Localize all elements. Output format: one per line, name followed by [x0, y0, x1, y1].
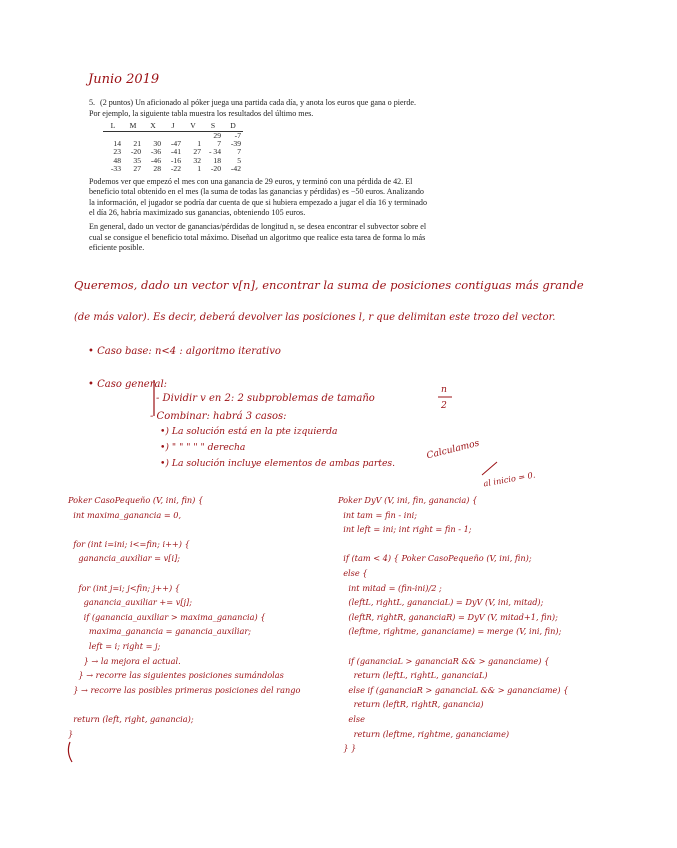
table-cell: 1	[197, 139, 201, 148]
code-line: else	[338, 713, 365, 724]
heading-handwritten: Junio 2019	[88, 72, 160, 87]
table-cell: -36	[150, 147, 161, 157]
code-line: int left = ini; int right = fin - 1;	[338, 524, 472, 535]
code-line: Poker CasoPequeño (V, ini, fin) {	[68, 495, 204, 505]
code-line: return (leftR, rightR, ganancia)	[338, 699, 484, 710]
note-line-1: Queremos, dado un vector v[n], encontrar la suma de posiciones contiguas más grande	[74, 278, 584, 292]
table-cell: 14	[113, 139, 121, 148]
code-line: return (leftme, rightme, gananciame)	[338, 728, 510, 739]
table-cell: 32	[193, 155, 201, 165]
code-line: left = i; right = j;	[68, 640, 161, 651]
table-cell: 27	[193, 147, 201, 157]
code-line: Poker DyV (V, ini, fin, ganancia) {	[338, 495, 478, 505]
code-line: } → recorre las posibles primeras posiciones del rango	[68, 684, 301, 695]
table-cell: 7	[217, 139, 221, 148]
problem-paragraph-1: Podemos ver que empezó el mes con una ganancia de 29 euros, y terminó con una pérdida de 42. El beneficio total obtenido en el mes (la suma de todas las ganancias y pérdidas) es −50 euros. Analizando la información, el jugador se podría dar cuenta de que si hubiera empezado a jugar el día 16 y terminado el día 26, habría maximizado sus ganancias, obteniendo 105 euros.	[89, 176, 428, 218]
note-line-2: (de más valor). Es decir, deberá devolver las posiciones l, r que delimitan este trozo del vector.	[74, 312, 556, 323]
code-line: int mitad = (fin-ini)/2 ;	[338, 582, 442, 593]
code-line: (leftR, rightR, gananciaR) = DyV (V, mitad+1, fin);	[338, 611, 558, 622]
note-combine: - Combinar: habrá 3 casos:	[150, 411, 287, 422]
note-fraction-2: 2	[441, 400, 447, 411]
table-cell: -47	[170, 139, 181, 148]
code-line: (leftme, rightme, gananciame) = merge (V, ini, fin);	[338, 626, 562, 637]
table-header: J	[163, 122, 183, 131]
note-fraction-n: n	[441, 384, 447, 395]
table-cell: - 34	[208, 147, 221, 157]
brace-stroke	[68, 742, 72, 762]
table-header: D	[223, 122, 243, 131]
code-line: else if (gananciaR > gananciaL && > gananciame) {	[338, 684, 569, 695]
table-header: S	[203, 122, 223, 131]
code-line: ganancia_auxiliar = v[i];	[68, 553, 181, 564]
table-cell: 48	[113, 155, 121, 165]
table-cell: 30	[153, 139, 161, 148]
table-cell: -22	[170, 164, 181, 174]
note-base-case: • Caso base: n<4 : algoritmo iterativo	[88, 346, 281, 357]
code-line: return (left, right, ganancia);	[68, 713, 194, 724]
code-line: for (int i=ini; i<=fin; i++) {	[68, 538, 190, 549]
note-al-inicio: al inicio = 0.	[482, 469, 537, 489]
table-header: X	[143, 122, 163, 131]
table-cell: -42	[230, 164, 241, 174]
code-line: else {	[338, 567, 368, 578]
table-cell: -20	[130, 147, 141, 157]
table-cell: 18	[213, 155, 221, 165]
problem-paragraph-2: En general, dado un vector de ganancias/pérdidas de longitud n, se desea encontrar el subvector sobre el cual se consigue el beneficio total máximo. Diseñad un algoritmo que realice esta tarea de forma lo más eficiente posible.	[89, 222, 427, 253]
note-case-left: •) La solución está en la pte izquierda	[160, 426, 338, 437]
arrow-stroke	[482, 462, 497, 475]
table-cell: -41	[170, 147, 181, 157]
code-line: if (gananciaL > gananciaR && > gananciame) {	[338, 655, 550, 666]
table-header: V	[183, 122, 203, 131]
table-cell: -16	[170, 155, 181, 165]
table-cell: -33	[110, 164, 121, 174]
table-cell: 7	[237, 147, 241, 157]
note-calculamos: Calculamos	[425, 437, 481, 462]
table-cell: 1	[197, 164, 201, 174]
problem-intro-text: (2 puntos) Un aficionado al póker juega una partida cada día, y anota los euros que gana o pierde. Por ejemplo, la siguiente tabla muestra los resultados del último mes.	[89, 98, 416, 118]
code-line: int maxima_ganancia = 0,	[68, 509, 182, 520]
table-cell: -20	[210, 164, 221, 174]
problem-number: 5.	[89, 98, 96, 107]
table-cell: 21	[133, 139, 141, 148]
table-cell: -46	[150, 155, 161, 165]
code-line: if (ganancia_auxiliar > maxima_ganancia) {	[68, 611, 266, 622]
table-cell: 28	[153, 164, 161, 174]
code-line: }	[68, 728, 74, 739]
code-line: maxima_ganancia = ganancia_auxiliar;	[68, 626, 252, 637]
code-line: return (leftL, rightL, gananciaL)	[338, 670, 488, 681]
note-case-right: •) " " " " " derecha	[160, 442, 246, 453]
code-line: ganancia_auxiliar += v[j];	[68, 597, 193, 608]
table-cell: -7	[234, 130, 241, 140]
table-cell: 27	[133, 164, 141, 174]
table-cell: 29	[213, 130, 221, 140]
note-case-both: •) La solución incluye elementos de ambas partes.	[160, 458, 396, 469]
note-divide: - Dividir v en 2: 2 subproblemas de tamaño	[156, 393, 375, 404]
code-line: } → la mejora el actual.	[68, 655, 181, 666]
table-cell: -39	[230, 139, 241, 148]
note-general-case: • Caso general:	[88, 379, 168, 390]
table-header: M	[123, 122, 143, 131]
table-cell: 35	[133, 155, 141, 165]
code-line: } }	[338, 743, 357, 754]
table-header: L	[103, 122, 123, 131]
table-cell: 23	[113, 147, 121, 157]
code-line: int tam = fin - ini;	[338, 509, 417, 520]
table-cell: 5	[237, 155, 241, 165]
code-line: (leftL, rightL, gananciaL) = DyV (V, ini, mitad);	[338, 597, 544, 608]
code-line: } → recorre las siguientes posiciones sumándolas	[68, 670, 284, 681]
code-line: if (tam < 4) { Poker CasoPequeño (V, ini, fin);	[338, 553, 532, 564]
code-line: for (int j=i; j<fin; j++) {	[68, 582, 181, 593]
